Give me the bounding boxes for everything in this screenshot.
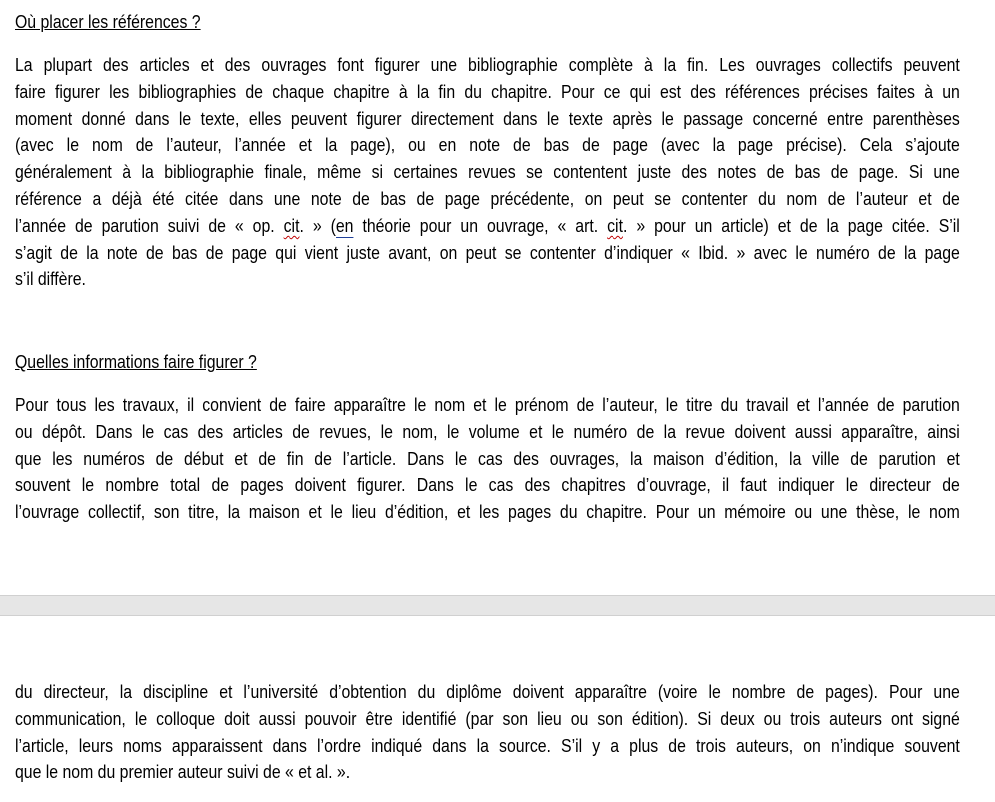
paragraph-references[interactable] <box>15 52 960 293</box>
text-run: . » pour un article) et de la page citée. S’il <box>622 215 960 236</box>
text-line: s’agit de la note de bas de page qui vient juste avant, on peut se contenter d’indiquer « Ibid. » avec le numéro de la page <box>15 242 960 263</box>
spellcheck-word[interactable]: cit <box>607 215 623 236</box>
text-line: (avec le nom de l’auteur, l’année et la page), ou en note de bas de page (avec la page précise). Cela s’ajoute <box>15 135 960 156</box>
text-line: moment donné dans le texte, elles peuvent figurer directement dans le texte après le passage concerné entre parenthèses <box>15 108 960 129</box>
text-line: Pour tous les travaux, il convient de faire apparaître le nom et le prénom de l’auteur, le titre du travail et l’année de parution <box>15 395 960 415</box>
text-line: que les numéros de début et de fin de l’article. Dans le cas des ouvrages, la maison d’édition, la ville de parution et <box>15 448 960 469</box>
text-line <box>15 213 960 240</box>
page-break-gap <box>0 595 995 616</box>
document-page-2[interactable] <box>0 616 995 802</box>
text-line: faire figurer les bibliographies de chaque chapitre à la fin du chapitre. Pour ce qui est des références précises faites à un <box>15 81 960 102</box>
text-line: souvent le nombre total de pages doivent figurer. Dans le cas des chapitres d’ouvrage, il faut indiquer le directeur de <box>15 475 960 496</box>
text-line: référence a déjà été citée dans une note de bas de page précédente, on peut se contenter du nom de l’auteur et de <box>15 188 960 209</box>
text-line: l’article, leurs noms apparaissent dans l’ordre indiqué dans la source. S’il y a plus de trois auteurs, on n’indique souvent <box>15 735 960 756</box>
section-heading-references: Où placer les références ? <box>15 12 201 32</box>
text-line: généralement à la bibliographie finale, même si certaines revues se contentent juste des notes de bas de page. Si une <box>15 162 960 183</box>
paragraph-information[interactable] <box>15 392 960 526</box>
text-line: La plupart des articles et des ouvrages font figurer une bibliographie complète à la fin. Les ouvrages collectifs peuvent <box>15 55 960 75</box>
text-run: . » ( <box>299 215 336 236</box>
text-line: que le nom du premier auteur suivi de « et al. ». <box>15 762 351 783</box>
section-heading-information: Quelles informations faire figurer ? <box>15 352 257 372</box>
text-line: du directeur, la discipline et l’université d’obtention du diplôme doivent apparaître (voire le nombre de pages). Pour une <box>15 682 960 702</box>
text-line: l’ouvrage collectif, son titre, la maison et le lieu d’édition, et les pages du chapitre. Pour un mémoire ou une thèse, le nom <box>15 502 960 523</box>
spellcheck-word[interactable]: cit <box>283 215 300 236</box>
grammar-flag-word[interactable]: en <box>335 215 354 236</box>
text-line: communication, le colloque doit aussi pouvoir être identifié (par son lieu ou son édition). Si deux ou trois auteurs ont signé <box>15 708 960 729</box>
text-run: théorie pour un ouvrage, « art. <box>353 215 608 236</box>
text-run: l’année de parution suivi de « op. <box>15 215 284 236</box>
paragraph-information-continued[interactable] <box>15 679 960 786</box>
text-line: ou dépôt. Dans le cas des articles de revues, le nom, le volume et le numéro de la revue doivent aussi apparaître, ainsi <box>15 421 960 442</box>
text-line: s’il diffère. <box>15 269 86 290</box>
